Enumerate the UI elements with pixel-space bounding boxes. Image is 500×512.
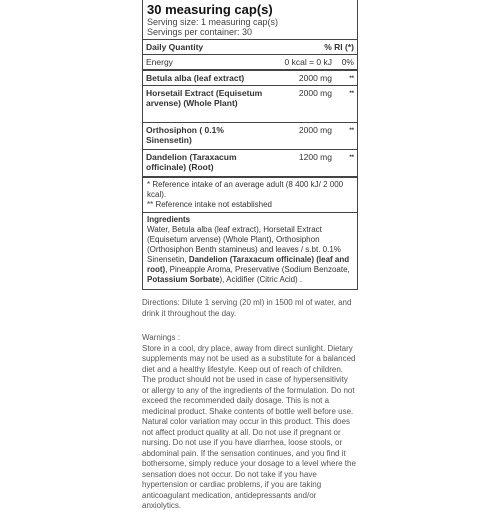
table-column-header	[143, 40, 357, 55]
row-name: Betula alba (leaf extract)	[146, 73, 245, 83]
ingredients-allergen: Dandelion (Taraxacum officinale) (leaf and root)	[147, 255, 350, 274]
ingredients-title: Ingredients	[147, 215, 191, 224]
table-row	[143, 86, 357, 123]
ingredients-allergen: Potassium Sorbate	[147, 275, 220, 284]
ingredients-text	[147, 225, 353, 285]
serving-size: Serving size: 1 measuring cap(s)	[147, 17, 279, 27]
directions-text: Dilute 1 serving (20 ml) in 1500 ml of water, and drink it throughout the day.	[142, 298, 352, 318]
col-daily-quantity: Daily Quantity	[146, 42, 204, 52]
row-amount: 2000 mg	[298, 88, 332, 98]
row-name: Dandelion (Taraxacum officinale) (Root)	[146, 152, 237, 172]
row-ri: **	[349, 155, 354, 161]
ingredients-part: Water, Betula alba (leaf extract), Horsetail Extract (Equisetum arvense) (Whole Plant), Orthosiphon (Orthosiphon Benth stamineus) and leaves / s.bt. 0.1% Sinensetin,	[147, 225, 341, 264]
reference-not-established-note: ** Reference intake not established	[147, 200, 272, 209]
nutrition-panel	[142, 0, 358, 290]
ingredients-section	[143, 213, 357, 289]
servings-per-container: Servings per container: 30	[147, 27, 253, 37]
row-amount: 2000 mg	[298, 73, 332, 83]
table-row	[143, 55, 357, 71]
table-row	[143, 150, 357, 178]
row-name: Horsetail Extract (Equisetum arvense) (Whole Plant)	[146, 88, 263, 108]
table-row	[143, 123, 357, 150]
warnings-text: Store in a cool, dry place, away from direct sunlight. Dietary supplements may not be used as a substitute for a balanced diet and a healthy lifestyle. Keep out of reach of children. The product should not be used in case of hypersensitivity or allergy to any of the ingredients of the formulation. Do not exceed the recommended daily dosage. This is not a medicinal product. Shake contents of bottle well before use. Natural color variation may occur in this product. This does not affect product quality at all. Do not use if pregnant or nursing. Do not use if you have diarrhea, loose stools, or abdominal pain. If the sensation continues, and you find it bothersome, simply reduce your dosage to a level where the sensation does not occur. Do not take if you have hypertension or cardiac problems, if you are taking anticoagulant medication, antidepressants and/or anxiolytics.	[142, 343, 356, 510]
row-name: Energy	[146, 57, 173, 67]
row-ri: **	[349, 76, 354, 82]
directions-section	[142, 298, 356, 319]
table-notes	[143, 178, 357, 213]
row-amount: 0 kcal = 0 kJ	[284, 57, 332, 67]
row-amount: 1200 mg	[298, 152, 332, 162]
panel-title: 30 measuring cap(s)	[147, 2, 273, 17]
col-ri: % RI (*)	[324, 42, 354, 52]
reference-intake-note: * Reference intake of an average adult (8 400 kJ/ 2 000 kcal).	[147, 180, 344, 199]
row-name: Orthosiphon ( 0.1% Sinensetin)	[146, 125, 224, 145]
row-ri: **	[349, 91, 354, 97]
row-ri: 0%	[341, 57, 354, 67]
ingredients-part: , Pineapple Aroma, Preservative (Sodium Benzoate,	[165, 265, 350, 274]
table-row	[143, 71, 357, 86]
row-amount: 2000 mg	[298, 125, 332, 135]
panel-header	[143, 0, 357, 40]
warnings-label: Warnings :	[142, 333, 180, 342]
warnings-section	[142, 333, 356, 512]
ingredients-part: ), Acidifier (Citric Acid) .	[219, 275, 303, 284]
directions-label: Directions:	[142, 298, 180, 307]
row-ri: **	[349, 128, 354, 134]
